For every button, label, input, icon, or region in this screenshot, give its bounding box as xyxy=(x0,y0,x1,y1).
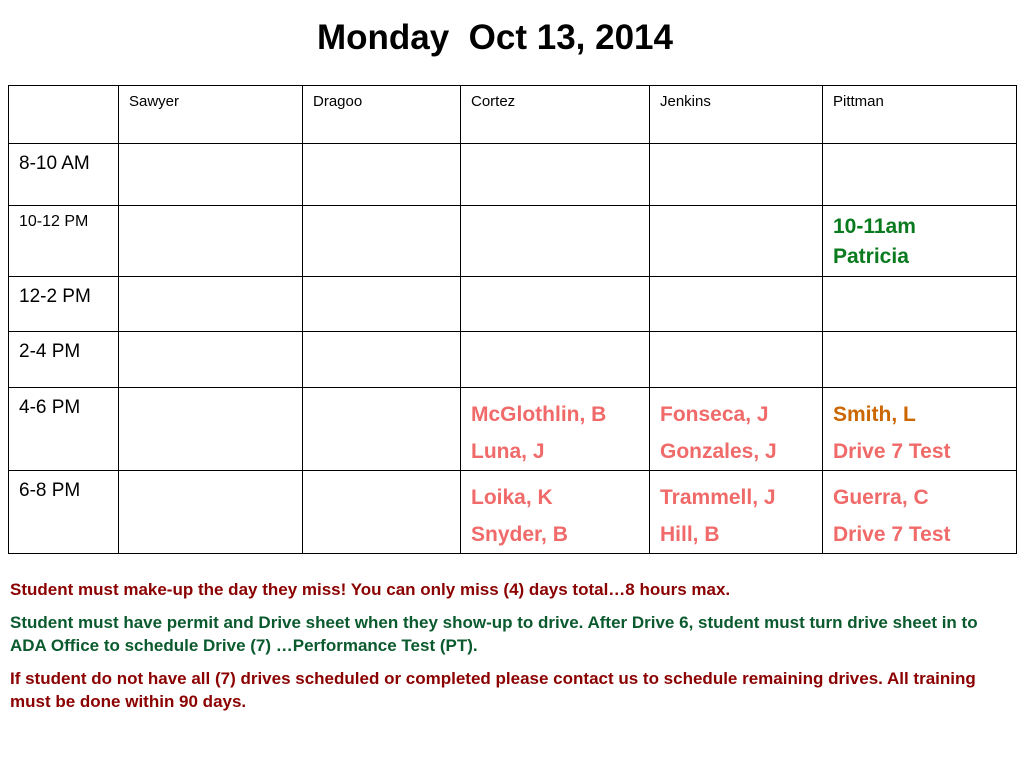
table-row xyxy=(9,332,1017,388)
schedule-cell xyxy=(823,277,1017,332)
schedule-cell xyxy=(119,206,303,277)
schedule-cell xyxy=(823,332,1017,388)
column-header-dragoo: Dragoo xyxy=(303,86,461,144)
schedule-cell xyxy=(303,332,461,388)
schedule-cell xyxy=(303,206,461,277)
header-row xyxy=(9,86,1017,144)
schedule-cell xyxy=(119,388,303,471)
schedule-table xyxy=(8,85,1017,554)
student-entry: Fonseca, J xyxy=(660,403,769,426)
makeup-policy-note: Student must make-up the day they miss! You can only miss (4) days total…8 hours max. xyxy=(10,580,731,599)
time-slot-label: 8-10 AM xyxy=(9,144,119,206)
permit-requirement-note: Student must have permit and Drive sheet when they show-up to drive. After Drive 6, student must turn drive sheet in to ADA Office to schedule Drive (7) …Performance Test (PT). xyxy=(10,613,978,655)
schedule-cell xyxy=(303,277,461,332)
cortez-students-cell xyxy=(461,471,650,554)
pittman-students-cell xyxy=(823,471,1017,554)
table-row xyxy=(9,144,1017,206)
schedule-cell xyxy=(119,277,303,332)
schedule-cell xyxy=(119,144,303,206)
schedule-cell xyxy=(650,144,823,206)
column-header-sawyer: Sawyer xyxy=(119,86,303,144)
table-row xyxy=(9,206,1017,277)
time-slot-label: 10-12 PM xyxy=(9,206,119,277)
student-entry: Smith, L xyxy=(833,403,916,426)
jenkins-students-cell xyxy=(650,471,823,554)
pittman-students-cell xyxy=(823,388,1017,471)
column-header-jenkins: Jenkins xyxy=(650,86,823,144)
student-entry: Snyder, B xyxy=(471,523,568,546)
table-row xyxy=(9,277,1017,332)
pittman-appointment-cell xyxy=(823,206,1017,277)
student-entry: Loika, K xyxy=(471,486,553,509)
appointment-time: 10-11am xyxy=(833,215,916,238)
student-entry: McGlothlin, B xyxy=(471,403,607,426)
student-entry: Guerra, C xyxy=(833,486,929,509)
schedule-cell xyxy=(461,277,650,332)
table-row xyxy=(9,388,1017,471)
column-header-cortez: Cortez xyxy=(461,86,650,144)
schedule-cell xyxy=(119,471,303,554)
student-entry: Gonzales, J xyxy=(660,440,777,463)
column-header-pittman: Pittman xyxy=(823,86,1017,144)
page-title: Monday Oct 13, 2014 xyxy=(317,18,673,57)
table-row xyxy=(9,471,1017,554)
jenkins-students-cell xyxy=(650,388,823,471)
schedule-cell xyxy=(303,144,461,206)
schedule-cell xyxy=(461,332,650,388)
schedule-cell xyxy=(303,388,461,471)
header-corner-cell xyxy=(9,86,119,144)
schedule-cell xyxy=(303,471,461,554)
schedule-cell xyxy=(461,144,650,206)
cortez-students-cell xyxy=(461,388,650,471)
student-entry: Hill, B xyxy=(660,523,720,546)
schedule-cell xyxy=(823,144,1017,206)
student-entry: Luna, J xyxy=(471,440,545,463)
student-entry: Trammell, J xyxy=(660,486,776,509)
time-slot-label: 6-8 PM xyxy=(9,471,119,554)
time-slot-label: 12-2 PM xyxy=(9,277,119,332)
notes-section xyxy=(10,578,1010,723)
schedule-cell xyxy=(650,277,823,332)
schedule-cell xyxy=(461,206,650,277)
scheduling-contact-note: If student do not have all (7) drives scheduled or completed please contact us to schedule remaining drives. All training must be done within 90 days. xyxy=(10,669,976,711)
test-entry: Drive 7 Test xyxy=(833,523,951,546)
time-slot-label: 4-6 PM xyxy=(9,388,119,471)
time-slot-label: 2-4 PM xyxy=(9,332,119,388)
schedule-cell xyxy=(650,206,823,277)
test-entry: Drive 7 Test xyxy=(833,440,951,463)
appointment-name: Patricia xyxy=(833,245,909,268)
schedule-cell xyxy=(650,332,823,388)
schedule-cell xyxy=(119,332,303,388)
